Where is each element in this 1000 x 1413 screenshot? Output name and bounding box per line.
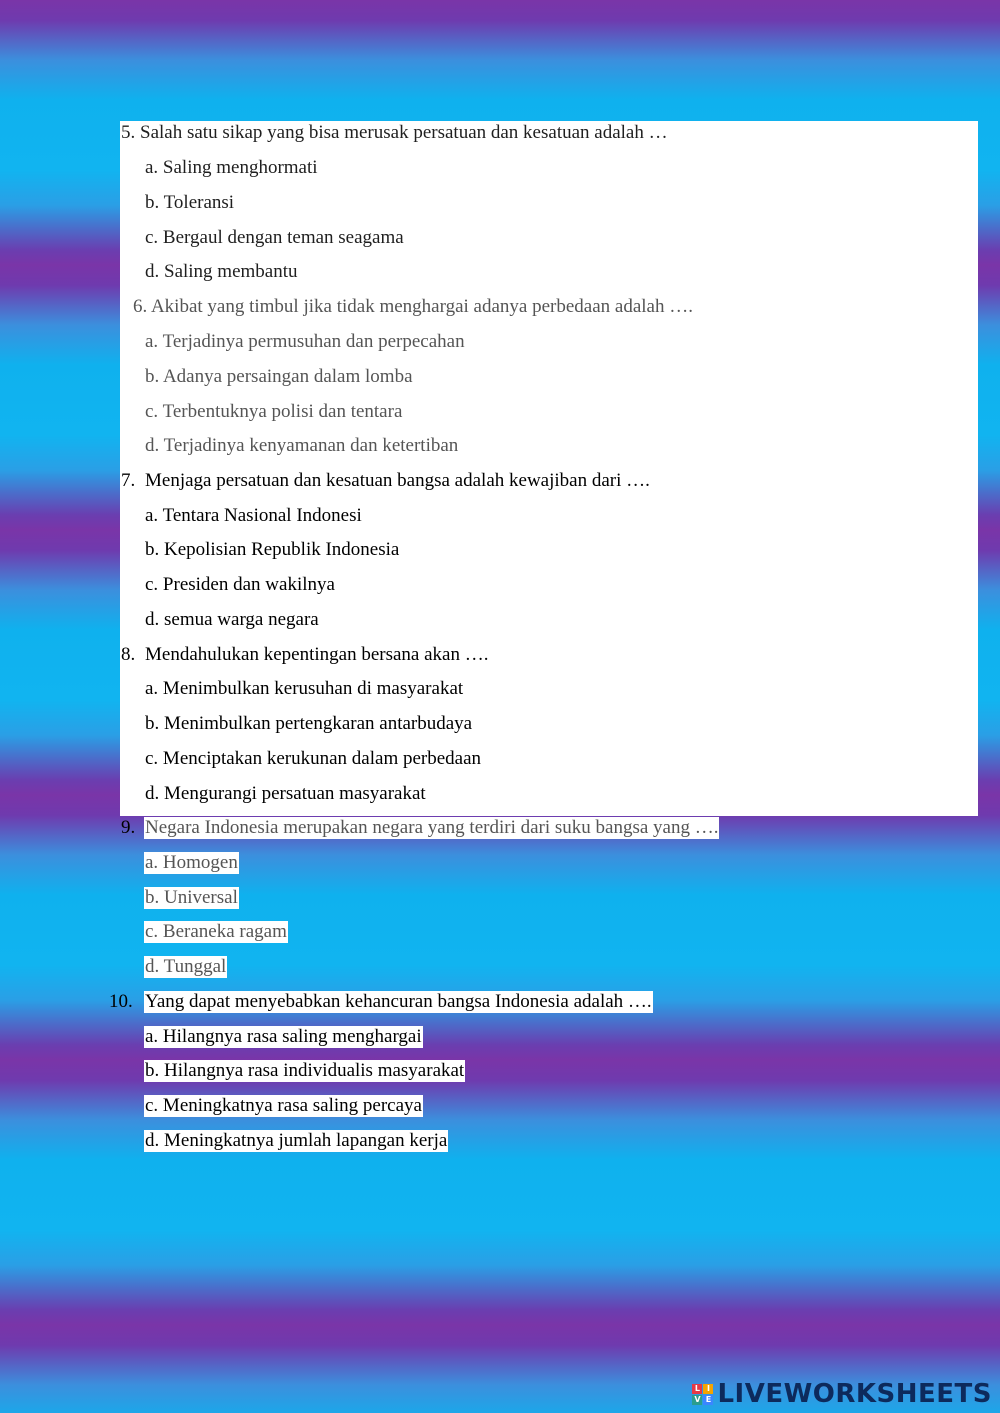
question-10-number: 10. <box>109 991 133 1012</box>
q5-option-b[interactable]: b. Toleransi <box>145 192 235 213</box>
q6-option-a[interactable]: a. Terjadinya permusuhan dan perpecahan <box>145 331 465 352</box>
q9-option-c[interactable]: c. Beraneka ragam <box>145 921 287 942</box>
question-8-number: 8. <box>121 644 136 665</box>
q9-option-a[interactable]: a. Homogen <box>145 852 238 873</box>
q9-option-d[interactable]: d. Tunggal <box>145 956 227 977</box>
question-6 <box>133 296 693 318</box>
question-9-text: Negara Indonesia merupakan negara yang terdiri dari suku bangsa yang …. <box>145 817 719 838</box>
question-5-text: Salah satu sikap yang bisa merusak persatuan dan kesatuan adalah … <box>140 122 668 143</box>
q10-option-b[interactable]: b. Hilangnya rasa individualis masyarakat <box>145 1060 465 1081</box>
question-10-text: Yang dapat menyebabkan kehancuran bangsa Indonesia adalah …. <box>145 991 652 1012</box>
logo-letter-e: E <box>703 1395 713 1405</box>
question-6-number: 6. <box>133 296 148 317</box>
q7-option-b[interactable]: b. Kepolisian Republik Indonesia <box>145 539 400 560</box>
liveworksheets-logo[interactable] <box>692 1379 992 1409</box>
q6-option-b[interactable]: b. Adanya persaingan dalam lomba <box>145 366 413 387</box>
q6-option-c[interactable]: c. Terbentuknya polisi dan tentara <box>145 401 403 422</box>
q7-option-c[interactable]: c. Presiden dan wakilnya <box>145 574 335 595</box>
q8-option-b[interactable]: b. Menimbulkan pertengkaran antarbudaya <box>145 713 473 734</box>
q7-option-a[interactable]: a. Tentara Nasional Indonesi <box>145 505 362 526</box>
q5-option-d[interactable]: d. Saling membantu <box>145 261 298 282</box>
q5-option-c[interactable]: c. Bergaul dengan teman seagama <box>145 227 404 248</box>
q10-option-a[interactable]: a. Hilangnya rasa saling menghargai <box>145 1026 422 1047</box>
question-8-text: Mendahulukan kepentingan bersana akan …. <box>145 644 489 665</box>
q10-option-c[interactable]: c. Meningkatnya rasa saling percaya <box>145 1095 422 1116</box>
logo-letter-l: L <box>692 1384 702 1394</box>
logo-letter-v: V <box>694 1394 701 1404</box>
question-9-number: 9. <box>121 817 136 838</box>
question-7-number: 7. <box>121 470 136 491</box>
logo-letter-i: I <box>703 1384 713 1394</box>
question-6-text: Akibat yang timbul jika tidak menghargai adanya perbedaan adalah …. <box>150 296 693 317</box>
q8-option-d[interactable]: d. Mengurangi persatuan masyarakat <box>145 783 426 804</box>
q7-option-d[interactable]: d. semua warga negara <box>145 609 319 630</box>
q10-option-d[interactable]: d. Meningkatnya jumlah lapangan kerja <box>145 1130 448 1151</box>
liveworksheets-logo-icon <box>692 1384 713 1405</box>
q8-option-a[interactable]: a. Menimbulkan kerusuhan di masyarakat <box>145 678 464 699</box>
question-7-text: Menjaga persatuan dan kesatuan bangsa adalah kewajiban dari …. <box>145 470 650 491</box>
question-5-number: 5. <box>121 122 136 143</box>
liveworksheets-logo-text: LIVEWORKSHEETS <box>717 1379 992 1409</box>
q9-option-b[interactable]: b. Universal <box>145 887 238 908</box>
question-panel-background <box>120 121 978 816</box>
q6-option-d[interactable]: d. Terjadinya kenyamanan dan ketertiban <box>145 435 459 456</box>
question-5 <box>121 122 668 144</box>
q8-option-c[interactable]: c. Menciptakan kerukunan dalam perbedaan <box>145 748 482 769</box>
q5-option-a[interactable]: a. Saling menghormati <box>145 157 318 178</box>
